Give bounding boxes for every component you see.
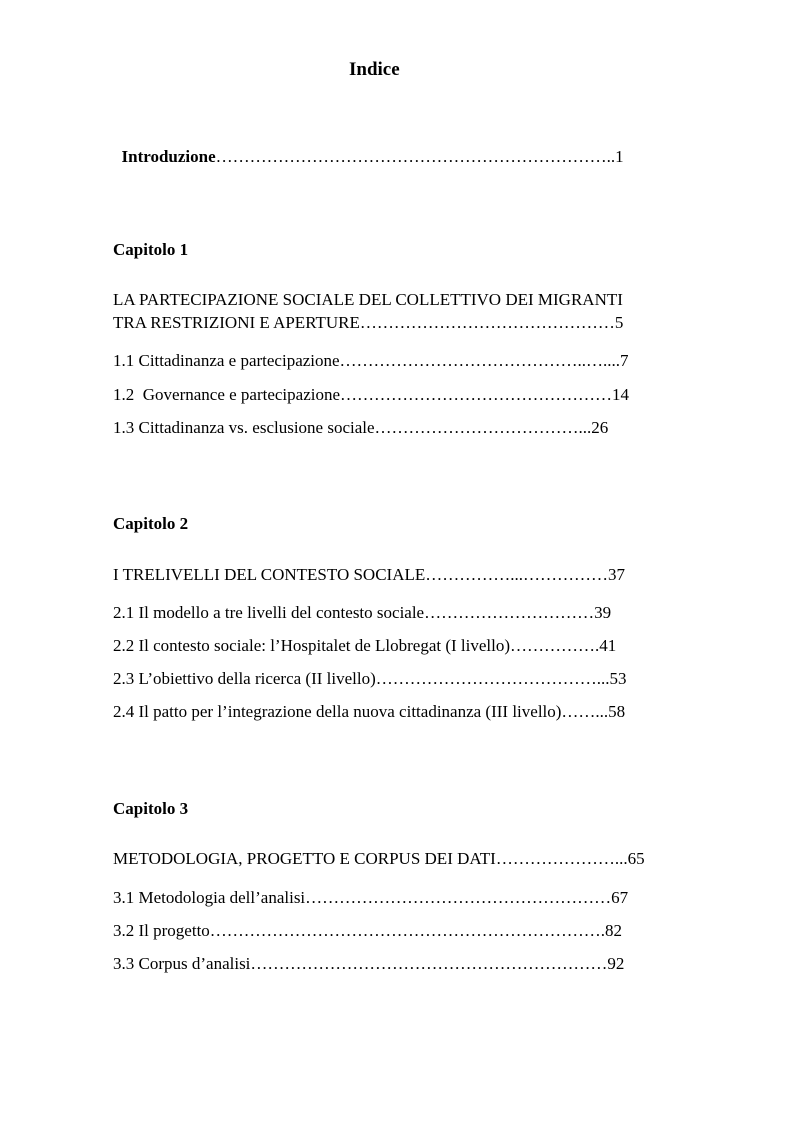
toc-entry-introduzione-dots: …………………………………………………………….. <box>215 147 616 166</box>
toc-entry-introduzione-label: Introduzione <box>121 147 216 166</box>
toc-section-1-2[interactable]: 1.2 Governance e partecipazione…………………………………………14 <box>113 385 630 404</box>
toc-section-1-1[interactable]: 1.1 Cittadinanza e partecipazione……………………………………..…....7 <box>113 351 629 370</box>
toc-section-2-4[interactable]: 2.4 Il patto per l’integrazione della nuova cittadinanza (III livello)……...58 <box>113 702 626 721</box>
chapter-1-heading: Capitolo 1 <box>113 240 189 259</box>
toc-entry-introduzione[interactable] <box>113 127 624 167</box>
chapter-1-title-line-1[interactable]: LA PARTECIPAZIONE SOCIALE DEL COLLETTIVO DEI MIGRANTI <box>113 290 623 309</box>
toc-section-3-1[interactable]: 3.1 Metodologia dell’analisi………………………………………………67 <box>113 888 629 907</box>
toc-section-2-3[interactable]: 2.3 L’obiettivo della ricerca (II livello)…………………………………...53 <box>113 669 627 688</box>
toc-entry-introduzione-page: 1 <box>615 147 624 166</box>
chapter-3-heading: Capitolo 3 <box>113 799 189 818</box>
toc-section-2-2[interactable]: 2.2 Il contesto sociale: l’Hospitalet de Llobregat (I livello)…………….41 <box>113 636 617 655</box>
toc-section-2-1[interactable]: 2.1 Il modello a tre livelli del contesto sociale…………………………39 <box>113 603 612 622</box>
toc-section-1-3[interactable]: 1.3 Cittadinanza vs. esclusione sociale………………………………...26 <box>113 418 609 437</box>
chapter-1-title-line-2[interactable]: TRA RESTRIZIONI E APERTURE………………………………………5 <box>113 313 624 332</box>
toc-section-3-3[interactable]: 3.3 Corpus d’analisi………………………………………………………92 <box>113 954 625 973</box>
toc-section-3-2[interactable]: 3.2 Il progetto…………………………………………………………….82 <box>113 921 623 940</box>
page-title: Indice <box>349 59 400 80</box>
chapter-3-title-line-1[interactable]: METODOLOGIA, PROGETTO E CORPUS DEI DATI…………………...65 <box>113 849 645 868</box>
chapter-2-title-line-1[interactable]: I TRELIVELLI DEL CONTESTO SOCIALE……………...……………37 <box>113 565 626 584</box>
chapter-2-heading: Capitolo 2 <box>113 514 189 533</box>
